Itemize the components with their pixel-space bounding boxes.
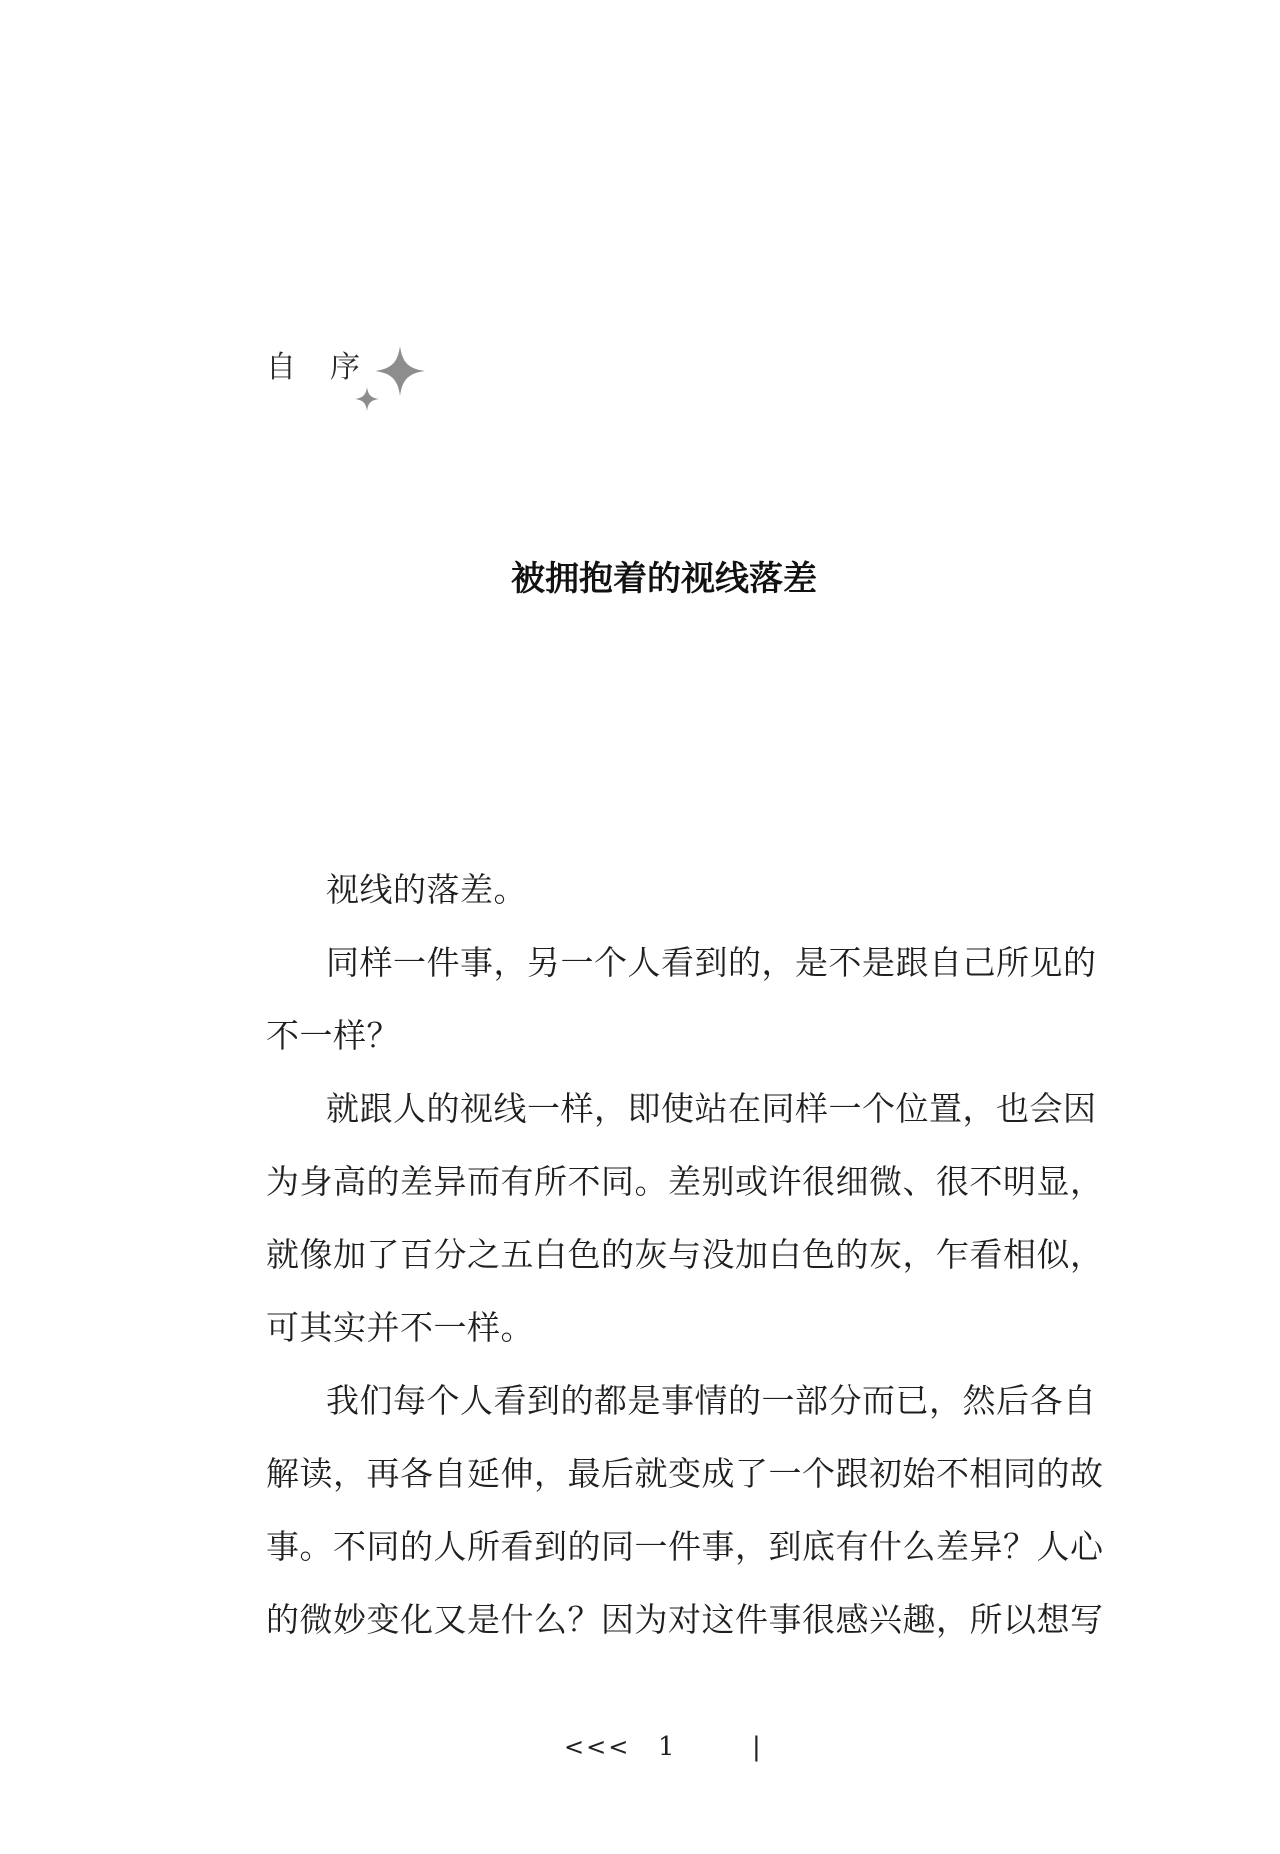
body-line: 可其实并不一样。 xyxy=(266,1308,534,1347)
footer xyxy=(0,1731,1280,1763)
body-line: 视线的落差。 xyxy=(326,870,527,909)
body-line: 就像加了百分之五白色的灰与没加白色的灰，乍看相似， xyxy=(266,1235,1104,1274)
body-line: 事。不同的人所看到的同一件事，到底有什么差异？人心 xyxy=(266,1527,1104,1566)
body-line: 不一样？ xyxy=(266,1016,400,1055)
body-line: 解读，再各自延伸，最后就变成了一个跟初始不相同的故 xyxy=(266,1454,1104,1493)
body-line: 同样一件事，另一个人看到的，是不是跟自己所见的 xyxy=(326,943,1097,982)
body-line: 为身高的差异而有所不同。差别或许很细微、很不明显， xyxy=(266,1162,1104,1201)
sparkle-icon-large xyxy=(375,346,425,396)
page-number: 1 xyxy=(658,1732,675,1762)
body-text xyxy=(266,853,1104,1656)
chapter-title: 被拥抱着的视线落差 xyxy=(511,559,817,599)
body-line: 就跟人的视线一样，即使站在同样一个位置，也会因 xyxy=(326,1089,1097,1128)
section-header: 自 序 xyxy=(266,350,362,385)
body-line: 的微妙变化又是什么？因为对这件事很感兴趣，所以想写 xyxy=(266,1600,1104,1639)
body-line: 我们每个人看到的都是事情的一部分而已，然后各自 xyxy=(326,1381,1097,1420)
footer-separator: | xyxy=(752,1732,761,1762)
footer-back-marks: <<< xyxy=(564,1733,631,1761)
sparkle-icon-small xyxy=(355,387,379,411)
